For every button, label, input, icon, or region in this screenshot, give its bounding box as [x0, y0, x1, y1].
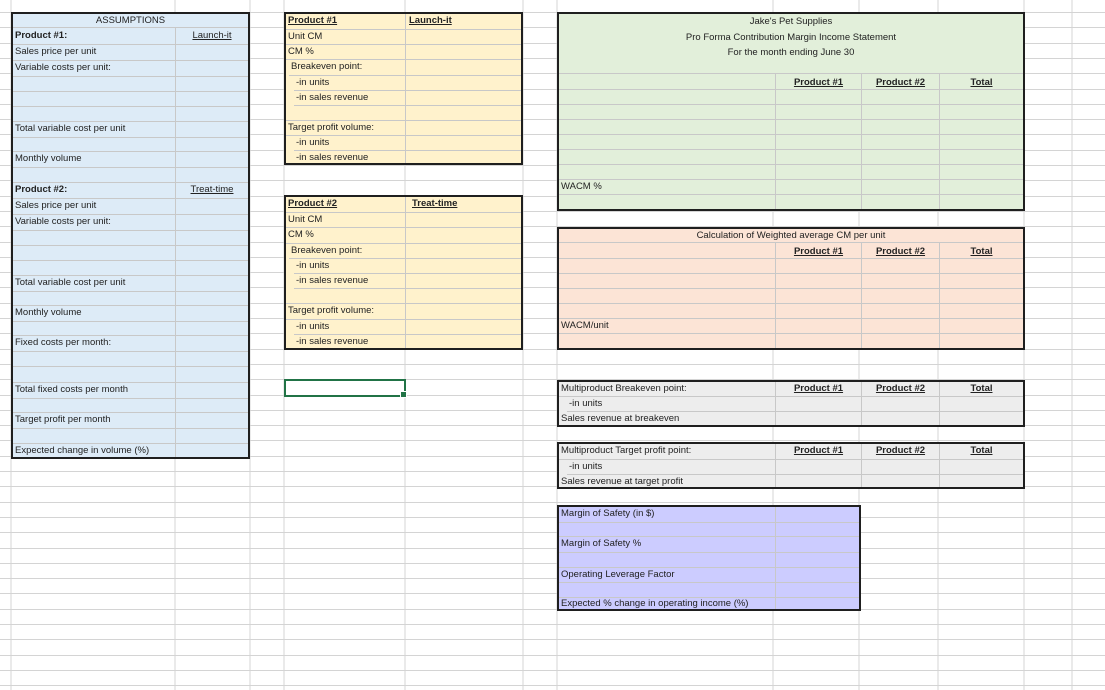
assumptions-product2-name: Treat-time [190, 184, 234, 195]
assumptions-p1-monthly-volume: Monthly volume [13, 152, 248, 168]
assumptions-p1-total-variable: Total variable cost per unit [13, 122, 248, 138]
product2-blank-row [286, 289, 521, 304]
assumptions-blank-row [13, 168, 248, 183]
target-profit-col-product2: Product #2 [875, 445, 926, 456]
margin-of-safety-panel [557, 505, 861, 611]
assumptions-blank-row [13, 429, 248, 444]
target-profit-col-total: Total [970, 445, 993, 456]
assumptions-product1-name: Launch-it [192, 30, 232, 41]
assumptions-total-fixed-costs: Total fixed costs per month [13, 383, 248, 399]
product2-cm-percent: CM % [286, 228, 521, 244]
wacm-blank-row [559, 289, 1023, 304]
assumptions-blank-row [13, 322, 248, 336]
safety-blank-row [559, 553, 859, 568]
assumptions-expected-change-volume: Expected change in volume (%) [15, 445, 150, 456]
product1-cm-percent: CM % [286, 45, 521, 60]
assumptions-p1-sales-price: Sales price per unit [13, 45, 248, 61]
breakeven-units: -in units [567, 397, 1023, 412]
income-blank-row [559, 150, 1023, 165]
income-col-product1: Product #1 [793, 77, 844, 88]
product2-unit-cm: Unit CM [286, 213, 521, 228]
product1-unit-cm: Unit CM [286, 30, 521, 45]
product2-header: Product #2 [286, 197, 521, 213]
product2-panel [284, 195, 523, 350]
margin-of-safety-percent: Margin of Safety % [559, 537, 859, 553]
income-blank-row [559, 90, 1023, 105]
product1-panel [284, 12, 523, 165]
wacm-blank-row [559, 334, 1023, 348]
wacm-percent-label: WACM % [559, 180, 1023, 195]
assumptions-blank-row [13, 77, 248, 92]
breakeven-title: Multiproduct Breakeven point: [559, 382, 1023, 397]
income-blank-row [559, 165, 1023, 180]
wacm-per-unit-label: WACM/unit [559, 319, 1023, 334]
wacm-blank-row [559, 274, 1023, 289]
assumptions-blank-row [13, 92, 248, 107]
target-profit-units: -in units [567, 460, 1023, 475]
income-blank-row [559, 105, 1023, 120]
active-cell-selection[interactable] [284, 379, 406, 397]
operating-leverage-factor: Operating Leverage Factor [559, 568, 859, 583]
product1-target-units: -in units [294, 136, 521, 151]
assumptions-p2-sales-price: Sales price per unit [13, 199, 248, 215]
product2-breakeven-point: Breakeven point: [289, 244, 521, 259]
assumptions-blank-row [13, 399, 248, 413]
assumptions-product1-label: Product #1: [13, 29, 248, 45]
income-blank-row [559, 195, 1023, 209]
assumptions-blank-row [13, 231, 248, 246]
wacm-blank-row [559, 304, 1023, 319]
target-profit-panel [557, 442, 1025, 489]
income-statement-panel [557, 12, 1025, 211]
breakeven-col-product2: Product #2 [875, 383, 926, 394]
wacm-col-product2: Product #2 [875, 246, 926, 257]
assumptions-blank-row [13, 367, 248, 383]
expected-change-operating-income: Expected % change in operating income (%) [561, 598, 749, 609]
product2-breakeven-revenue: -in sales revenue [294, 274, 521, 289]
product1-blank-row [286, 106, 521, 121]
company-name: Jake's Pet Supplies [749, 16, 833, 27]
breakeven-col-product1: Product #1 [793, 383, 844, 394]
assumptions-panel [11, 12, 250, 459]
breakeven-panel [557, 380, 1025, 427]
assumptions-fixed-costs: Fixed costs per month: [13, 336, 248, 352]
assumptions-p2-variable-costs: Variable costs per unit: [13, 215, 248, 231]
product2-target-profit-volume: Target profit volume: [286, 304, 521, 320]
assumptions-product2-label: Product #2: [13, 183, 248, 199]
product2-breakeven-units: -in units [294, 259, 521, 274]
product1-breakeven-point: Breakeven point: [289, 60, 521, 76]
product1-breakeven-revenue: -in sales revenue [294, 91, 521, 106]
product1-target-revenue: -in sales revenue [296, 152, 369, 163]
assumptions-blank-row [13, 292, 248, 306]
wacm-calculation-panel [557, 227, 1025, 350]
assumptions-p2-monthly-volume: Monthly volume [13, 306, 248, 322]
wacm-blank-row [559, 259, 1023, 274]
assumptions-blank-row [13, 107, 248, 122]
product2-name: Treat-time [412, 198, 458, 209]
income-statement-period: For the month ending June 30 [559, 46, 1023, 74]
assumptions-blank-row [13, 246, 248, 261]
income-blank-row [559, 120, 1023, 135]
target-profit-title: Multiproduct Target profit point: [559, 444, 1023, 460]
assumptions-blank-row [13, 261, 248, 276]
assumptions-p1-variable-costs: Variable costs per unit: [13, 61, 248, 77]
breakeven-sales-revenue: Sales revenue at breakeven [561, 413, 680, 424]
product1-header: Product #1 [286, 14, 521, 30]
safety-blank-row [559, 523, 859, 537]
margin-of-safety-dollars: Margin of Safety (in $) [559, 507, 859, 523]
product1-breakeven-units: -in units [294, 76, 521, 91]
assumptions-blank-row [13, 352, 248, 367]
safety-blank-row [559, 583, 859, 598]
income-statement-title: Pro Forma Contribution Margin Income Statement [685, 32, 897, 43]
wacm-col-total: Total [970, 246, 993, 257]
assumptions-title: ASSUMPTIONS [13, 14, 248, 28]
target-profit-col-product1: Product #1 [793, 445, 844, 456]
assumptions-target-profit: Target profit per month [13, 413, 248, 429]
income-col-total: Total [970, 77, 993, 88]
product2-target-revenue: -in sales revenue [296, 336, 369, 347]
fill-handle[interactable] [400, 391, 407, 398]
breakeven-col-total: Total [970, 383, 993, 394]
income-blank-row [559, 135, 1023, 150]
product1-name: Launch-it [409, 15, 452, 26]
target-profit-sales-revenue: Sales revenue at target profit [561, 476, 683, 487]
assumptions-p2-total-variable: Total variable cost per unit [13, 276, 248, 292]
product2-target-units: -in units [294, 320, 521, 335]
income-col-product2: Product #2 [875, 77, 926, 88]
wacm-col-product1: Product #1 [793, 246, 844, 257]
wacm-title: Calculation of Weighted average CM per unit [559, 229, 1023, 243]
product1-target-profit-volume: Target profit volume: [286, 121, 521, 136]
assumptions-blank-row [13, 138, 248, 152]
